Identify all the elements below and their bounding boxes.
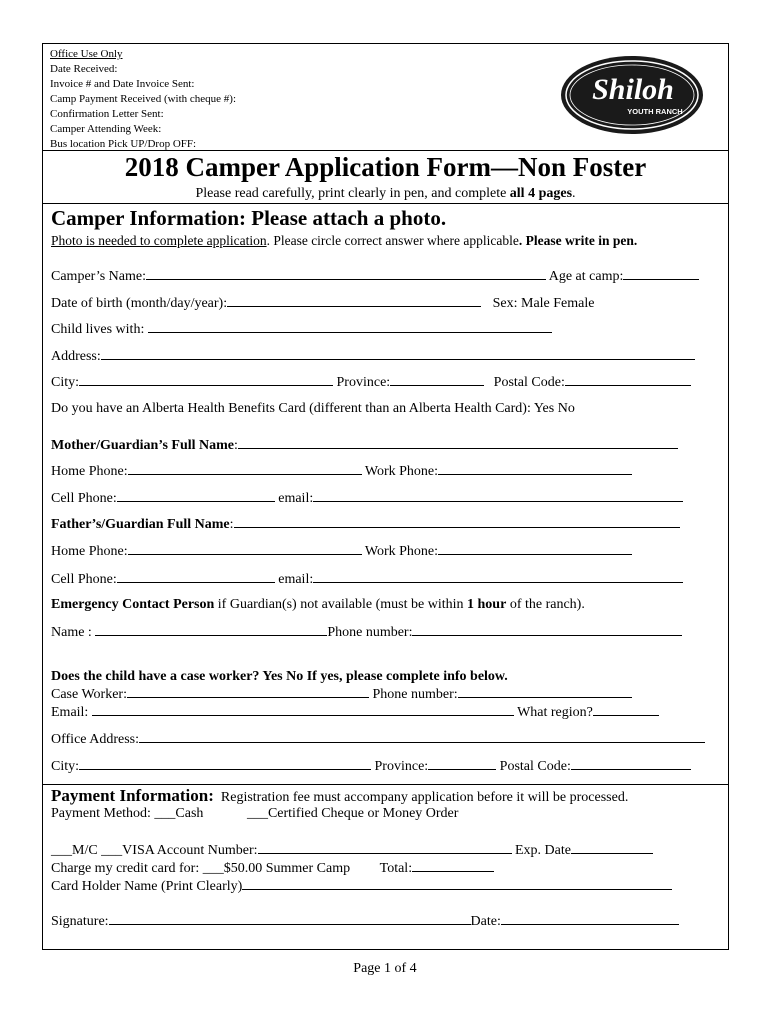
mother-cell-label: Cell Phone: [51,491,117,506]
signature-field[interactable] [109,913,471,925]
office-line-date-received: Date Received: [50,63,118,75]
row-caseworker [51,686,632,703]
office-line-bus: Bus location Pick UP/Drop OFF: [50,138,197,150]
row-cw-city [51,758,691,775]
emergency-text-end: of the ranch). [506,597,585,612]
logo-name: Shiloh [592,73,674,106]
row-camper-name [51,268,699,285]
total-field[interactable] [412,860,494,872]
father-work-label: Work Phone: [364,544,439,559]
mother-email-field[interactable] [313,490,683,502]
region-field[interactable] [593,704,659,716]
row-dob [51,295,594,312]
father-home-label: Home Phone: [51,544,128,559]
father-email-label: email: [278,572,314,587]
row-charge [51,860,494,877]
emergency-text: if Guardian(s) not available (must be within [214,597,468,612]
province-field[interactable] [390,374,484,386]
city-label: City: [51,375,80,390]
card-label: ___M/C ___VISA Account Number: [51,843,258,858]
emergency-phone-field[interactable] [412,624,682,636]
row-mother: Mother/Guardian’s Full Name: [51,437,678,454]
row-ahbc[interactable]: Do you have an Alberta Health Benefits Card (different than an Alberta Health Card): Yes No [51,401,575,416]
logo-tagline: YOUTH RANCH [627,107,683,116]
date-label: Date: [470,914,501,929]
region-label: What region? [513,705,593,720]
cw-postal-label: Postal Code: [496,759,571,774]
divider [43,203,728,204]
postal-label: Postal Code: [493,375,565,390]
cw-city-label: City: [51,759,80,774]
card-holder-field[interactable] [242,878,672,890]
emergency-name-field[interactable] [95,624,327,636]
office-line-confirmation: Confirmation Letter Sent: [50,108,164,120]
camper-note-bold: . Please write in pen. [518,233,638,248]
charge-label[interactable]: Charge my credit card for: ___$50.00 Summer Camp [51,861,351,876]
payment-method-cheque[interactable]: ___Certified Cheque or Money Order [246,806,459,821]
date-field[interactable] [501,913,679,925]
row-card-holder [51,878,672,895]
caseworker-label: Case Worker: [51,687,127,702]
city-field[interactable] [79,374,333,386]
mother-label: Mother/Guardian’s Full Name [51,438,235,453]
dob-label: Date of birth (month/day/year): [51,296,228,311]
father-label: Father’s/Guardian Full Name [51,517,230,532]
office-line-week: Camper Attending Week: [50,123,162,135]
mother-email-label: email: [278,491,314,506]
cw-postal-field[interactable] [571,758,691,770]
father-home-field[interactable] [128,543,362,555]
row-city [51,374,691,391]
card-holder-label: Card Holder Name (Print Clearly) [51,879,243,894]
row-mother-phones [51,463,632,480]
row-emergency-name [51,624,682,641]
dob-field[interactable] [227,295,481,307]
mother-work-label: Work Phone: [364,464,439,479]
mother-home-field[interactable] [128,463,362,475]
subtitle-text: Please read carefully, print clearly in pen, and complete [195,186,510,201]
signature-label: Signature: [51,914,109,929]
age-label: Age at camp: [548,269,624,284]
office-address-field[interactable] [139,731,705,743]
postal-field[interactable] [565,374,691,386]
row-payment-method [51,806,458,822]
address-field[interactable] [101,348,695,360]
caseworker-email-field[interactable] [92,704,514,716]
camper-note-underlined: Photo is needed to complete application [51,233,267,248]
father-email-field[interactable] [313,571,683,583]
total-label: Total: [379,861,413,876]
row-signature [51,913,679,930]
page-title: 2018 Camper Application Form—Non Foster [124,152,647,182]
row-address [51,348,695,365]
row-father-phones [51,543,632,560]
divider [43,150,728,151]
emergency-bold: 1 hour [467,597,507,612]
subtitle-end: . [572,186,576,201]
row-father-cell [51,571,683,588]
office-line-payment: Camp Payment Received (with cheque #): [50,93,237,105]
camper-heading: Camper Information: Please attach a photo. [51,206,447,230]
row-payment-heading [51,786,628,806]
sex-options[interactable]: Sex: Male Female [492,296,595,311]
exp-label: Exp. Date [511,843,571,858]
cw-province-label: Province: [371,759,429,774]
caseworker-email-label: Email: [51,705,92,720]
mother-work-field[interactable] [438,463,632,475]
mother-cell-field[interactable] [117,490,275,502]
caseworker-phone-label: Phone number: [368,687,458,702]
father-cell-field[interactable] [117,571,275,583]
father-field[interactable] [234,516,680,528]
exp-field[interactable] [571,842,653,854]
payment-heading: Payment Information: [51,786,214,805]
emergency-phone-label: Phone number: [327,625,413,640]
mother-home-label: Home Phone: [51,464,128,479]
father-cell-label: Cell Phone: [51,572,117,587]
office-line-invoice: Invoice # and Date Invoice Sent: [50,78,195,90]
page-subtitle [43,186,728,202]
caseworker-phone-field[interactable] [458,686,632,698]
cw-city-field[interactable] [79,758,371,770]
lives-with-field[interactable] [148,321,552,333]
cw-province-field[interactable] [428,758,496,770]
row-card [51,842,653,859]
row-emergency [51,597,585,613]
row-caseworker-email [51,704,659,721]
row-father: Father’s/Guardian Full Name: [51,516,680,533]
mother-field[interactable] [238,437,678,449]
lives-with-label: Child lives with: [51,322,145,337]
payment-note: Registration fee must accompany application before it will be processed. [220,790,629,805]
row-caseworker-question[interactable]: Does the child have a case worker? Yes No If yes, please complete info below. [51,669,508,684]
camper-note [51,233,637,249]
camper-name-field[interactable] [146,268,546,280]
row-office-address [51,731,705,748]
province-label: Province: [336,375,391,390]
camper-note-rest: . Please circle correct answer where applicable [266,233,519,248]
payment-method-cash[interactable]: Payment Method: ___Cash [51,806,204,821]
page-number: Page 1 of 4 [353,961,417,976]
age-field[interactable] [623,268,699,280]
row-lives-with [51,321,552,338]
divider [43,784,728,785]
address-label: Address: [51,349,101,364]
office-use-block [50,47,236,152]
caseworker-field[interactable] [127,686,369,698]
father-work-field[interactable] [438,543,632,555]
office-use-heading: Office Use Only [50,48,123,60]
card-number-field[interactable] [258,842,512,854]
emergency-label: Emergency Contact Person [51,597,215,612]
emergency-name-label: Name : [51,625,96,640]
office-address-label: Office Address: [51,732,139,747]
shiloh-logo [560,55,705,135]
subtitle-bold: all 4 pages [509,186,573,201]
row-mother-cell [51,490,683,507]
camper-name-label: Camper’s Name: [51,269,146,284]
